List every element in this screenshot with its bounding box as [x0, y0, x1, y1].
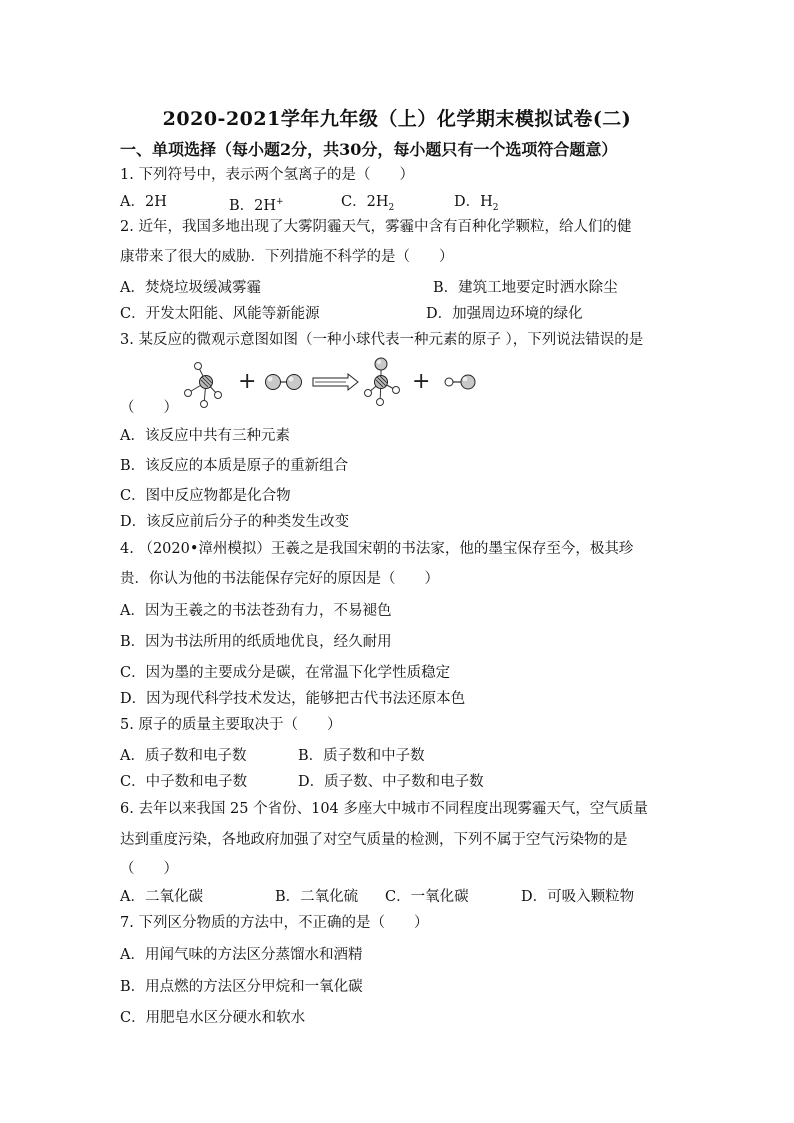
- q6-stem-line1: 6. 去年以来我国 25 个省份、104 多座大中城市不同程度出现雾霾天气，空气质量: [120, 801, 648, 817]
- q3-option-d[interactable]: D．该反应前后分子的种类发生改变: [120, 514, 350, 530]
- q2-option-c[interactable]: C．开发太阳能、风能等新能源: [120, 306, 320, 322]
- q1-option-c[interactable]: [341, 193, 394, 217]
- q5-option-b[interactable]: B．质子数和中子数: [298, 748, 425, 764]
- q4-option-c[interactable]: C．因为墨的主要成分是碳，在常温下化学性质稳定: [120, 665, 451, 681]
- q1-option-d-sub: 2: [492, 202, 499, 213]
- q1-option-b[interactable]: [229, 193, 284, 215]
- q6-option-d[interactable]: D．可吸入颗粒物: [521, 889, 635, 905]
- q2-option-b[interactable]: B．建筑工地要定时洒水除尘: [433, 280, 618, 296]
- reaction-diagram: [180, 356, 480, 412]
- q5-option-c[interactable]: C．中子数和电子数: [120, 774, 248, 790]
- q4-option-b[interactable]: B．因为书法所用的纸质地优良，经久耐用: [120, 634, 392, 650]
- q6-stem-line2: 达到重度污染，各地政府加强了对空气质量的检测，下列不属于空气污染物的是: [120, 832, 628, 848]
- q6-answer-paren: （ ）: [120, 861, 178, 877]
- q1-option-b-text: B．2H: [229, 197, 277, 214]
- q6-option-a[interactable]: A．二氧化碳: [120, 889, 203, 905]
- plus-sign-1: +: [238, 369, 257, 394]
- product-molecule-2: [445, 375, 475, 389]
- reactant-molecule-1: [185, 363, 222, 408]
- q3-answer-paren: （ ）: [120, 400, 178, 416]
- q6-option-c[interactable]: C．一氧化碳: [385, 889, 469, 905]
- q3-option-b[interactable]: B．该反应的本质是原子的重新组合: [120, 458, 349, 474]
- q1-option-a[interactable]: A．2H: [120, 194, 167, 210]
- reaction-arrow: [313, 374, 358, 390]
- plus-sign-2: +: [412, 369, 431, 394]
- q1-option-c-sub: 2: [388, 202, 395, 213]
- q7-stem: 7. 下列区分物质的方法中，不正确的是（ ）: [120, 915, 429, 931]
- q6-option-b[interactable]: B．二氧化硫: [275, 889, 359, 905]
- q1-option-c-text: C．2H: [341, 194, 389, 210]
- q3-option-a[interactable]: A．该反应中共有三种元素: [120, 428, 290, 444]
- q2-stem-line2: 康带来了很大的威胁．下列措施不科学的是（ ）: [120, 249, 454, 265]
- q4-stem-line2: 贵．你认为他的书法能保存完好的原因是（ ）: [120, 571, 439, 587]
- q2-option-d[interactable]: D．加强周边环境的绿化: [426, 306, 583, 322]
- q3-stem: 3. 某反应的微观示意图如图（一种小球代表一种元素的原子 ），下列说法错误的是: [120, 332, 644, 348]
- page-title: 2020-2021学年九年级（上）化学期末模拟试卷(二): [162, 108, 632, 130]
- q2-stem-line1: 2. 近年，我国多地出现了大雾阴霾天气，雾霾中含有百种化学颗粒，给人们的健: [120, 219, 632, 235]
- q5-stem: 5. 原子的质量主要取决于（ ）: [120, 717, 342, 733]
- q3-option-c[interactable]: C．图中反应物都是化合物: [120, 488, 291, 504]
- q7-option-b[interactable]: B．用点燃的方法区分甲烷和一氧化碳: [120, 979, 363, 995]
- product-molecule-1: [365, 358, 400, 406]
- q4-option-d[interactable]: D．因为现代科学技术发达，能够把古代书法还原本色: [120, 691, 466, 707]
- q1-option-d[interactable]: [454, 193, 499, 217]
- q1-stem: 1. 下列符号中，表示两个氢离子的是（ ）: [120, 167, 414, 183]
- q5-option-a[interactable]: A．质子数和电子数: [120, 748, 247, 764]
- q5-option-d[interactable]: D．质子数、中子数和电子数: [298, 774, 484, 790]
- q2-option-a[interactable]: A．焚烧垃圾缓减雾霾: [120, 280, 261, 296]
- section-heading: 一、单项选择（每小题2分，共30分，每小题只有一个选项符合题意）: [120, 140, 618, 159]
- q7-option-a[interactable]: A．用闻气味的方法区分蒸馏水和酒精: [120, 947, 363, 963]
- q1-option-b-sup: +: [276, 197, 284, 207]
- q1-option-d-text: D．H: [454, 194, 493, 210]
- q7-option-c[interactable]: C．用肥皂水区分硬水和软水: [120, 1010, 306, 1026]
- q4-option-a[interactable]: A．因为王羲之的书法苍劲有力，不易褪色: [120, 603, 392, 619]
- reactant-molecule-2: [266, 375, 302, 390]
- q4-stem-line1: 4. （2020•漳州模拟）王羲之是我国宋朝的书法家，他的墨宝保存至今，极其珍: [120, 541, 634, 557]
